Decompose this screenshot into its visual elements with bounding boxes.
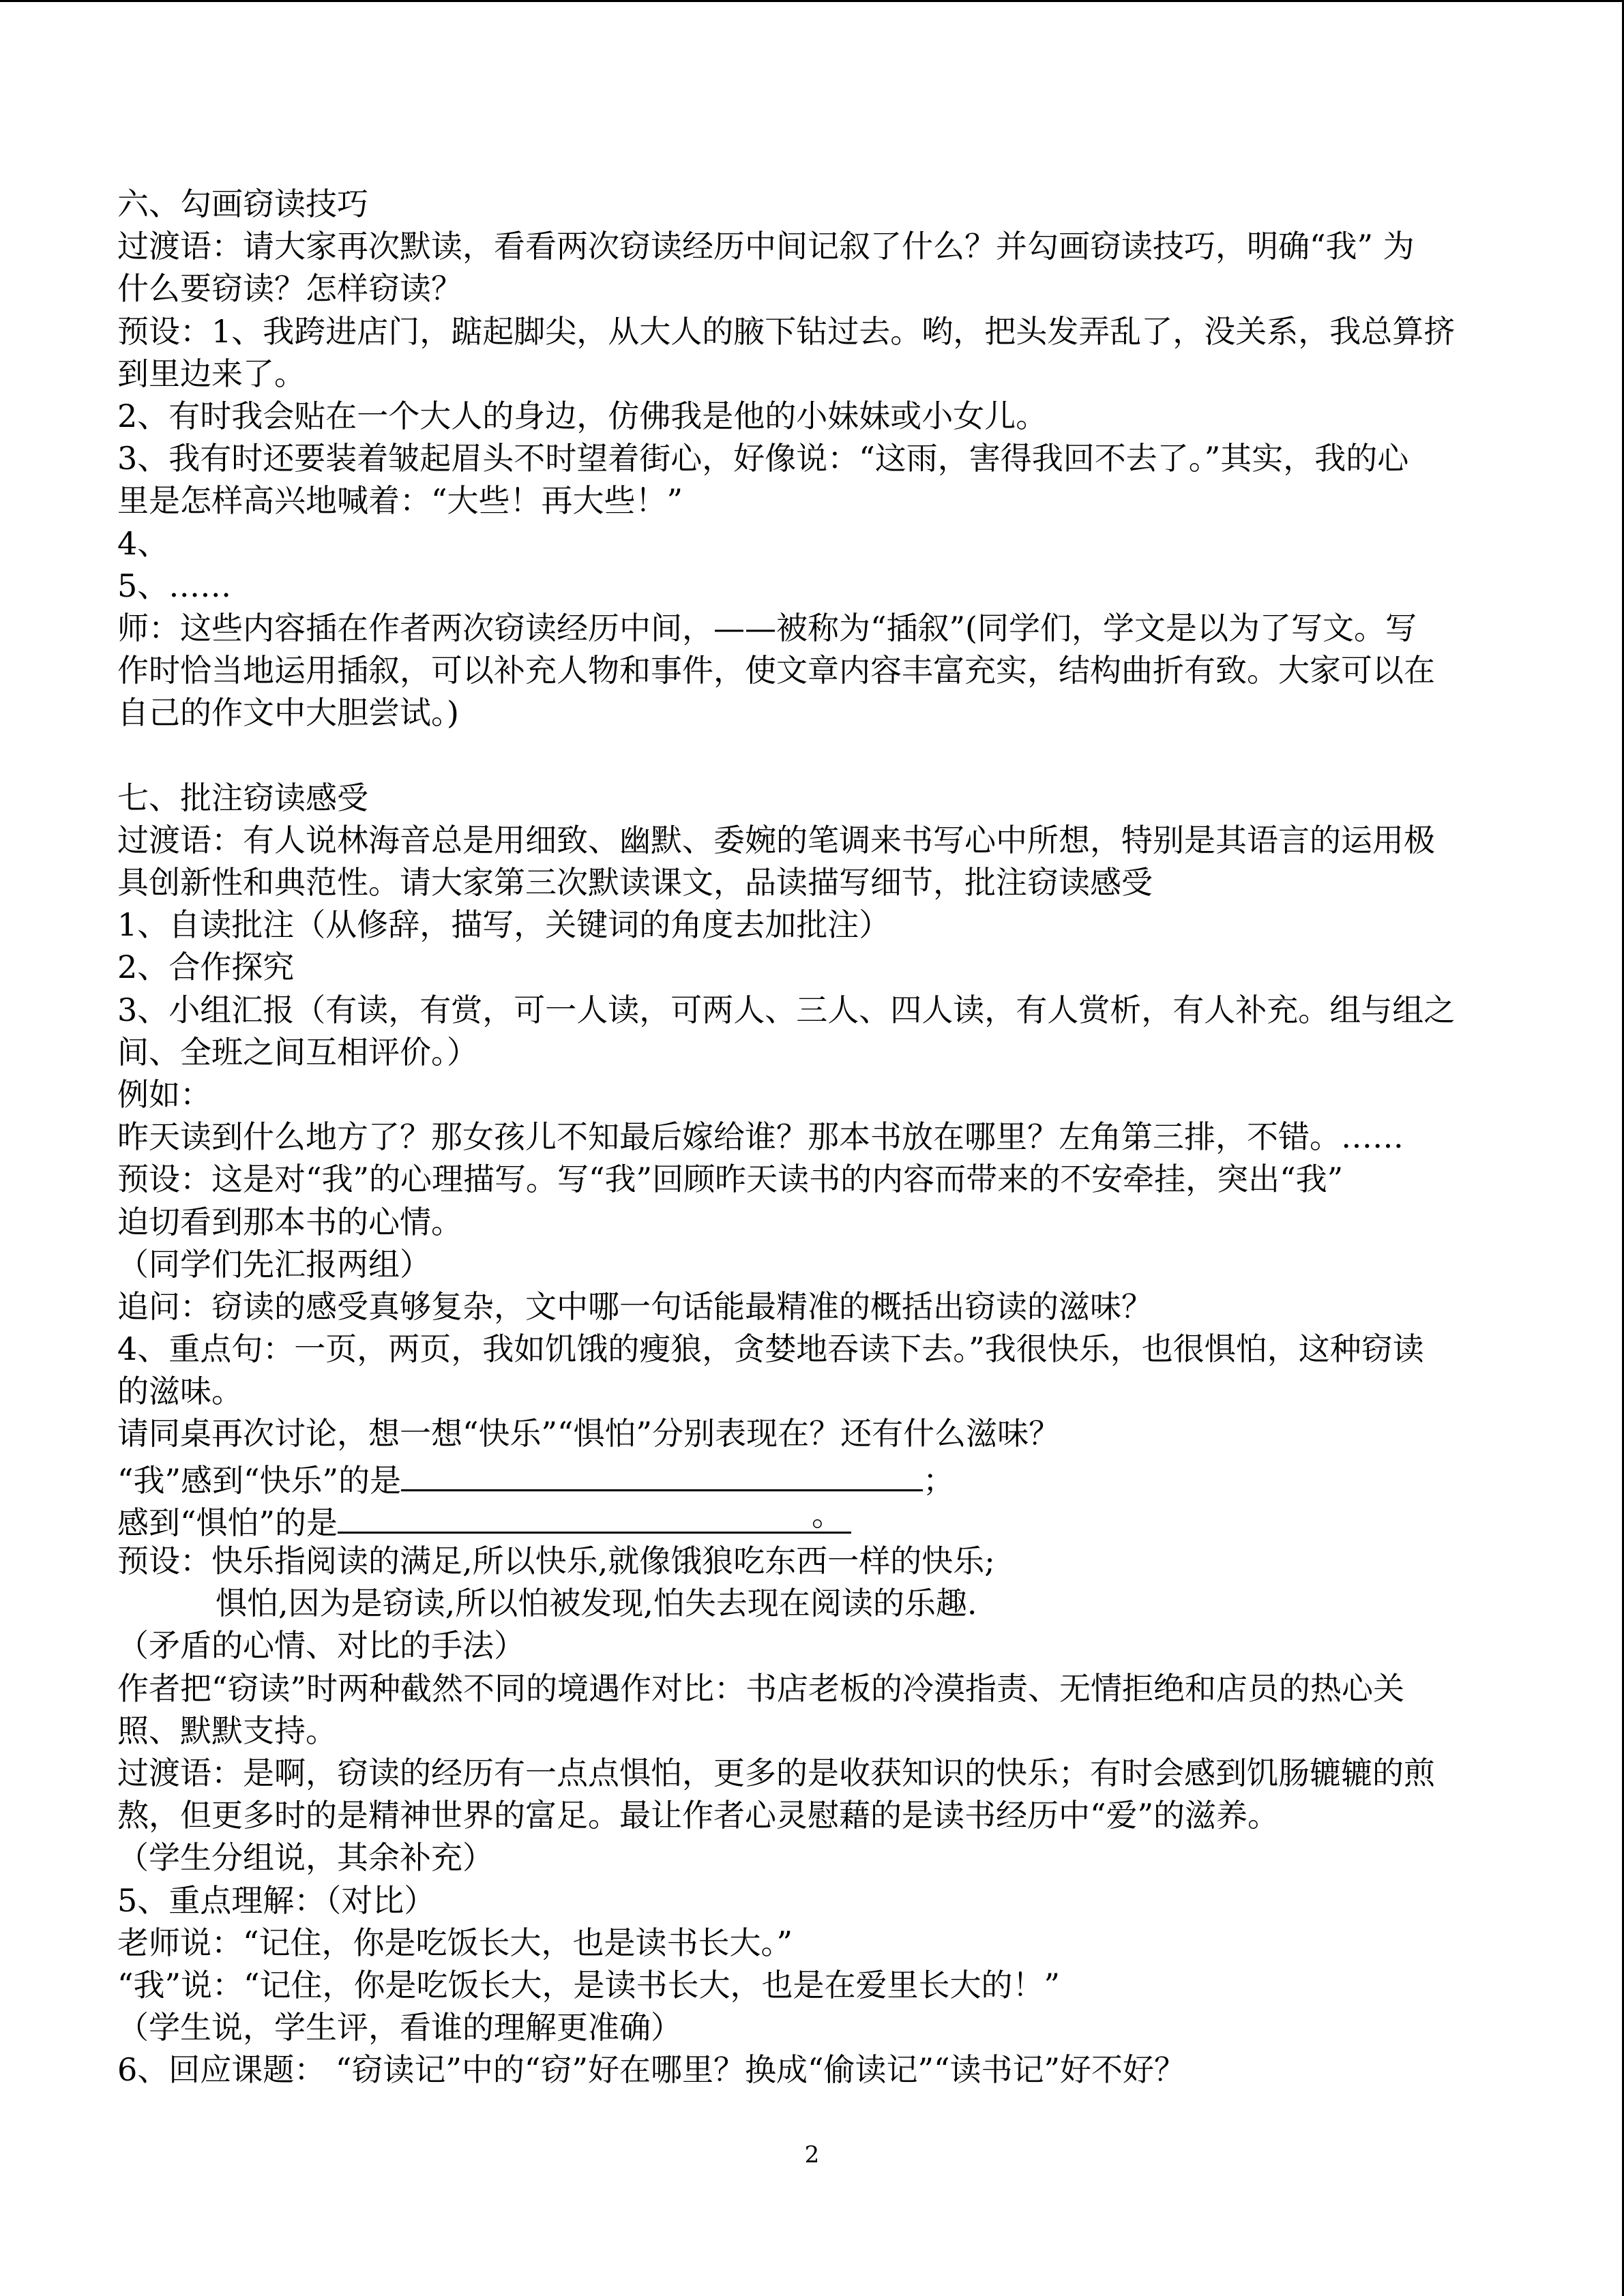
document-body — [117, 183, 1509, 2091]
paragraph-line: 4、重点句：一页，两页，我如饥饿的瘦狼，贪婪地吞读下去。”我很快乐，也很惧怕，这种窃读 — [117, 1330, 1424, 1368]
paragraph-line: 请同桌再次讨论，想一想“快乐”“惧怕”分别表现在？还有什么滋味？ — [117, 1415, 1061, 1452]
fill-in-line-happy — [117, 1455, 1509, 1497]
paragraph-line: （同学们先汇报两组） — [117, 1245, 431, 1283]
paragraph-line: 迫切看到那本书的心情。 — [117, 1203, 462, 1240]
paragraph-line: 3、我有时还要装着皱起眉头不时望着街心，好像说：“这雨，害得我回不去了。”其实，我的心 — [117, 440, 1409, 477]
paragraph-line: 间、全班之间互相评价。） — [117, 1033, 478, 1071]
paragraph-line: 昨天读到什么地方了？那女孩儿不知最后嫁给谁？那本书放在哪里？左角第三排，不错。…… — [117, 1118, 1404, 1156]
blank-line — [117, 734, 1509, 776]
fill-in-blank[interactable] — [338, 1497, 851, 1534]
fill-in-period: 。 — [812, 1495, 844, 1533]
paragraph-line: 预设：快乐指阅读的满足,所以快乐,就像饿狼吃东西一样的快乐; — [117, 1542, 995, 1579]
paragraph-line: 1、自读批注（从修辞，描写，关键词的角度去加批注） — [117, 906, 891, 944]
paragraph-line: 老师说：“记住，你是吃饭长大，也是读书长大。” — [117, 1924, 793, 1961]
page-number: 2 — [804, 2141, 820, 2168]
page-border-top — [0, 0, 1624, 2]
fill-in-suffix: ； — [923, 1461, 955, 1499]
paragraph-line: 2、有时我会贴在一个大人的身边，仿佛我是他的小妹妹或小女儿。 — [117, 397, 1048, 434]
paragraph-line: 2、合作探究 — [117, 949, 295, 986]
paragraph-line: 5、重点理解：（对比） — [117, 1881, 436, 1919]
paragraph-line: 预设：这是对“我”的心理描写。写“我”回顾昨天读书的内容而带来的不安牵挂，突出“我” — [117, 1161, 1344, 1198]
paragraph-line: 具创新性和典范性。请大家第三次默读课文，品读描写细节，批注窃读感受 — [117, 864, 1153, 901]
paragraph-line: 的滋味。 — [117, 1373, 243, 1410]
paragraph-line: 4、 — [117, 524, 169, 562]
paragraph-line: 作时恰当地运用插叙，可以补充人物和事件，使文章内容丰富充实，结构曲折有致。大家可以在 — [117, 652, 1435, 689]
paragraph-line: 照、默默支持。 — [117, 1712, 337, 1749]
paragraph-line: 过渡语：是啊，窃读的经历有一点点惧怕，更多的是收获知识的快乐；有时会感到饥肠辘辘的煎 — [117, 1754, 1435, 1791]
paragraph-line: “我”说：“记住，你是吃饭长大，是读书长大，也是在爱里长大的！” — [117, 1966, 1061, 2003]
fill-in-prompt: “我”感到“快乐”的是 — [117, 1461, 402, 1499]
fill-in-line-fear — [117, 1497, 1509, 1540]
section-heading-7: 七、批注窃读感受 — [117, 779, 368, 816]
paragraph-line: （矛盾的心情、对比的手法） — [117, 1627, 525, 1665]
paragraph-line: 过渡语：请大家再次默读，看看两次窃读经历中间记叙了什么？并勾画窃读技巧，明确“我” 为 — [117, 228, 1415, 265]
paragraph-line: 5、…… — [117, 567, 232, 604]
paragraph-line: 里是怎样高兴地喊着：“大些！再大些！” — [117, 482, 683, 520]
paragraph-line: 熬，但更多时的是精神世界的富足。最让作者心灵慰藉的是读书经历中“爱”的滋养。 — [117, 1797, 1280, 1834]
fill-in-prompt: 感到“惧怕”的是 — [117, 1504, 338, 1541]
paragraph-line: 预设：1、我跨进店门，踮起脚尖，从大人的腋下钻过去。哟，把头发弄乱了，没关系，我总算挤 — [117, 312, 1456, 350]
paragraph-line: 惧怕,因为是窃读,所以怕被发现,怕失去现在阅读的乐趣. — [216, 1585, 977, 1622]
paragraph-line: （学生说，学生评，看谁的理解更准确） — [117, 2009, 682, 2046]
section-heading-6: 六、勾画窃读技巧 — [117, 185, 368, 222]
paragraph-line: 自己的作文中大胆尝试。) — [117, 694, 459, 732]
paragraph-line: 作者把“窃读”时两种截然不同的境遇作对比：书店老板的冷漠指责、无情拒绝和店员的热心关 — [117, 1669, 1405, 1707]
paragraph-line: 追问：窃读的感受真够复杂，文中哪一句话能最精准的概括出窃读的滋味？ — [117, 1287, 1153, 1325]
paragraph-line: 到里边来了。 — [117, 355, 306, 392]
fill-in-blank[interactable] — [401, 1455, 923, 1491]
paragraph-line: 例如： — [117, 1075, 211, 1113]
paragraph-line: 过渡语：有人说林海音总是用细致、幽默、委婉的笔调来书写心中所想，特别是其语言的运用极 — [117, 821, 1435, 859]
paragraph-line: 师：这些内容插在作者两次窃读经历中间，——被称为“插叙”(同学们，学文是以为了写文。写 — [117, 609, 1417, 646]
paragraph-line: 6、回应课题： “窃读记”中的“窃”好在哪里？换成“偷读记”“读书记”好不好？ — [117, 2051, 1186, 2089]
paragraph-line: 什么要窃读？怎样窃读？ — [117, 270, 462, 308]
paragraph-line: 3、小组汇报（有读，有赏，可一人读，可两人、三人、四人读，有人赏析，有人补充。组与组之 — [117, 991, 1456, 1028]
paragraph-line: （学生分组说，其余补充） — [117, 1839, 494, 1877]
